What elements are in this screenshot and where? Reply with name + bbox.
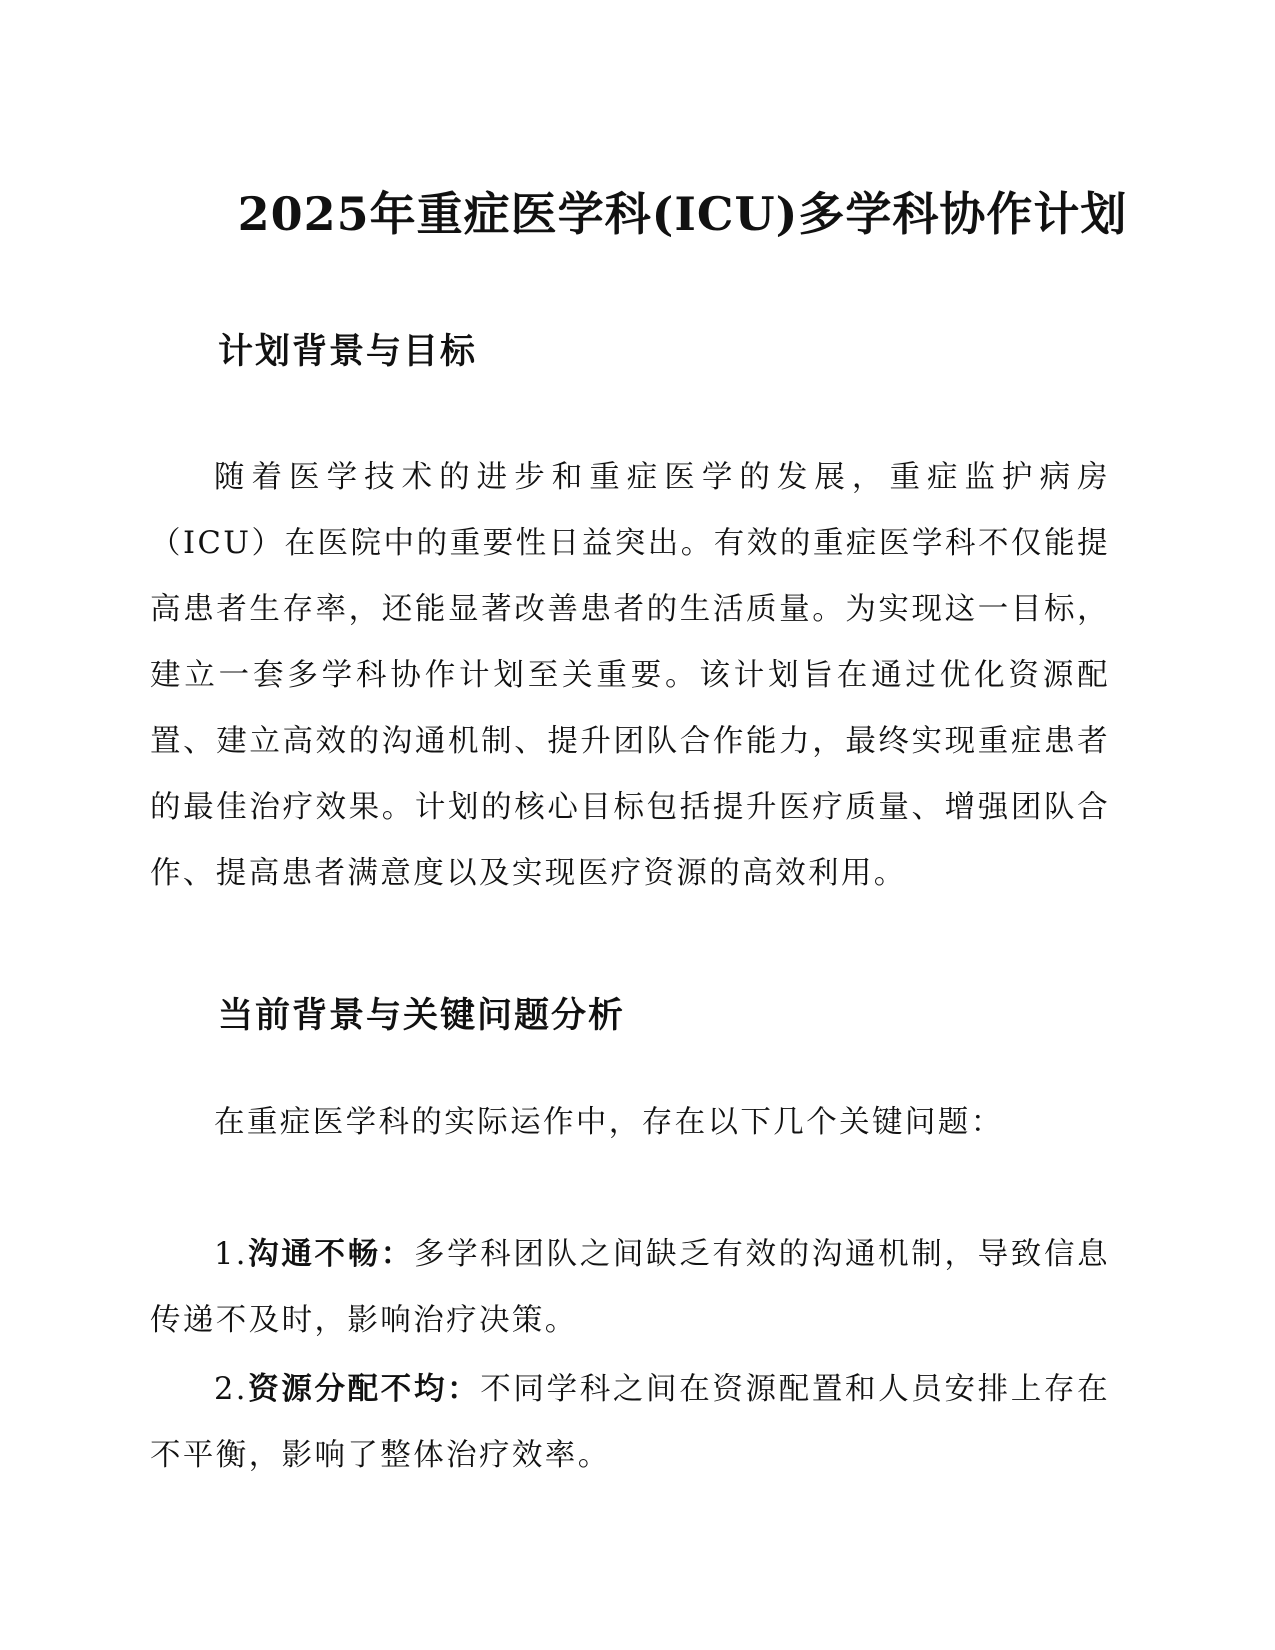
document-title: 2025年重症医学科(ICU)多学科协作计划 [237,186,1128,241]
background-paragraph: 随着医学技术的进步和重症医学的发展，重症监护病房（ICU）在医院中的重要性日益突出。有效的重症医学科不仅能提高患者生存率，还能显著改善患者的生活质量。为实现这一目标，建立一套多学科协作计划至关重要。该计划旨在通过优化资源配置、建立高效的沟通机制、提升团队合作能力，最终实现重症患者的最佳治疗效果。计划的核心目标包括提升医疗质量、增强团队合作、提高患者满意度以及实现医疗资源的高效利用。 [150,460,1110,891]
section-heading-background: 计划背景与目标 [218,332,478,373]
issue-text: 不同学科之间在资源配置和人员安排上存在不平衡，影响了整体治疗效率。 [150,1372,1110,1473]
issue-label: 沟通不畅： [247,1237,414,1272]
issue-list-item [150,1357,1110,1489]
issue-text: 多学科团队之间缺乏有效的沟通机制，导致信息传递不及时，影响治疗决策。 [150,1237,1110,1338]
issue-number: 1. [214,1237,248,1272]
issue-number: 2. [214,1372,248,1407]
issues-intro-paragraph: 在重症医学科的实际运作中，存在以下几个关键问题： [214,1105,1004,1140]
issue-list-item [150,1222,1110,1354]
issue-label: 资源分配不均： [247,1372,481,1407]
section-heading-analysis: 当前背景与关键问题分析 [218,996,626,1037]
